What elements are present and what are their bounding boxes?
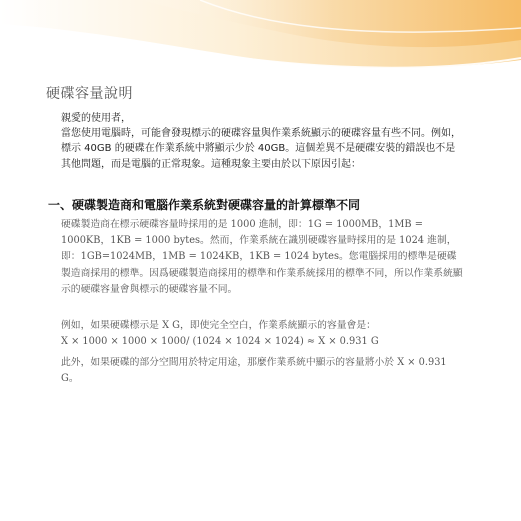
example-block xyxy=(61,318,463,350)
body-paragraph xyxy=(61,217,463,298)
example-formula: X × 1000 × 1000 × 1000/ (1024 × 1024 × 1024) ≈ X × 0.931 G xyxy=(61,336,379,348)
header-swoosh-graphic xyxy=(0,0,521,80)
intro-block xyxy=(61,111,461,172)
intro-body: 當您使用電腦時，可能會發現標示的硬碟容量與作業系統顯示的硬碟容量有些不同。例如，標示 40GB 的硬碟在作業系統中將顯示少於 40GB。這個差異不是硬碟安裝的錯誤也不是其他問題，而是電腦的正常現象。這種現象主要由於以下原因引起： xyxy=(61,128,461,170)
intro-greeting: 親愛的使用者， xyxy=(61,113,131,124)
paragraph-reserved-space: 此外，如果硬碟的部分空間用於特定用途，那麼作業系統中顯示的容量將小於 X × 0.931 G。 xyxy=(61,357,447,385)
page-title: 硬碟容量說明 xyxy=(46,86,133,102)
example-intro: 例如，如果硬碟標示是 X G，即使完全空白，作業系統顯示的容量會是： xyxy=(61,320,376,331)
section-heading: 一、硬碟製造商和電腦作業系統對硬碟容量的計算標準不同 xyxy=(48,198,361,212)
note-paragraph xyxy=(61,355,463,387)
paragraph-decimal-vs-binary: 硬碟製造商在標示硬碟容量時採用的是 1000 進制，即：1G = 1000MB，1MB = 1000KB，1KB = 1000 bytes。然而，作業系統在識別硬碟容量時採用的是 1024 進制，即：1GB=1024MB，1MB = 1024KB，1KB = 1024 bytes。您電腦採用的標準是硬碟製造商採用的標準。因爲硬碟製造商採用的標準和作業系統採用的標準不同，所以作業系統顯示的硬碟容量會與標示的硬碟容量不同。 xyxy=(61,219,463,295)
